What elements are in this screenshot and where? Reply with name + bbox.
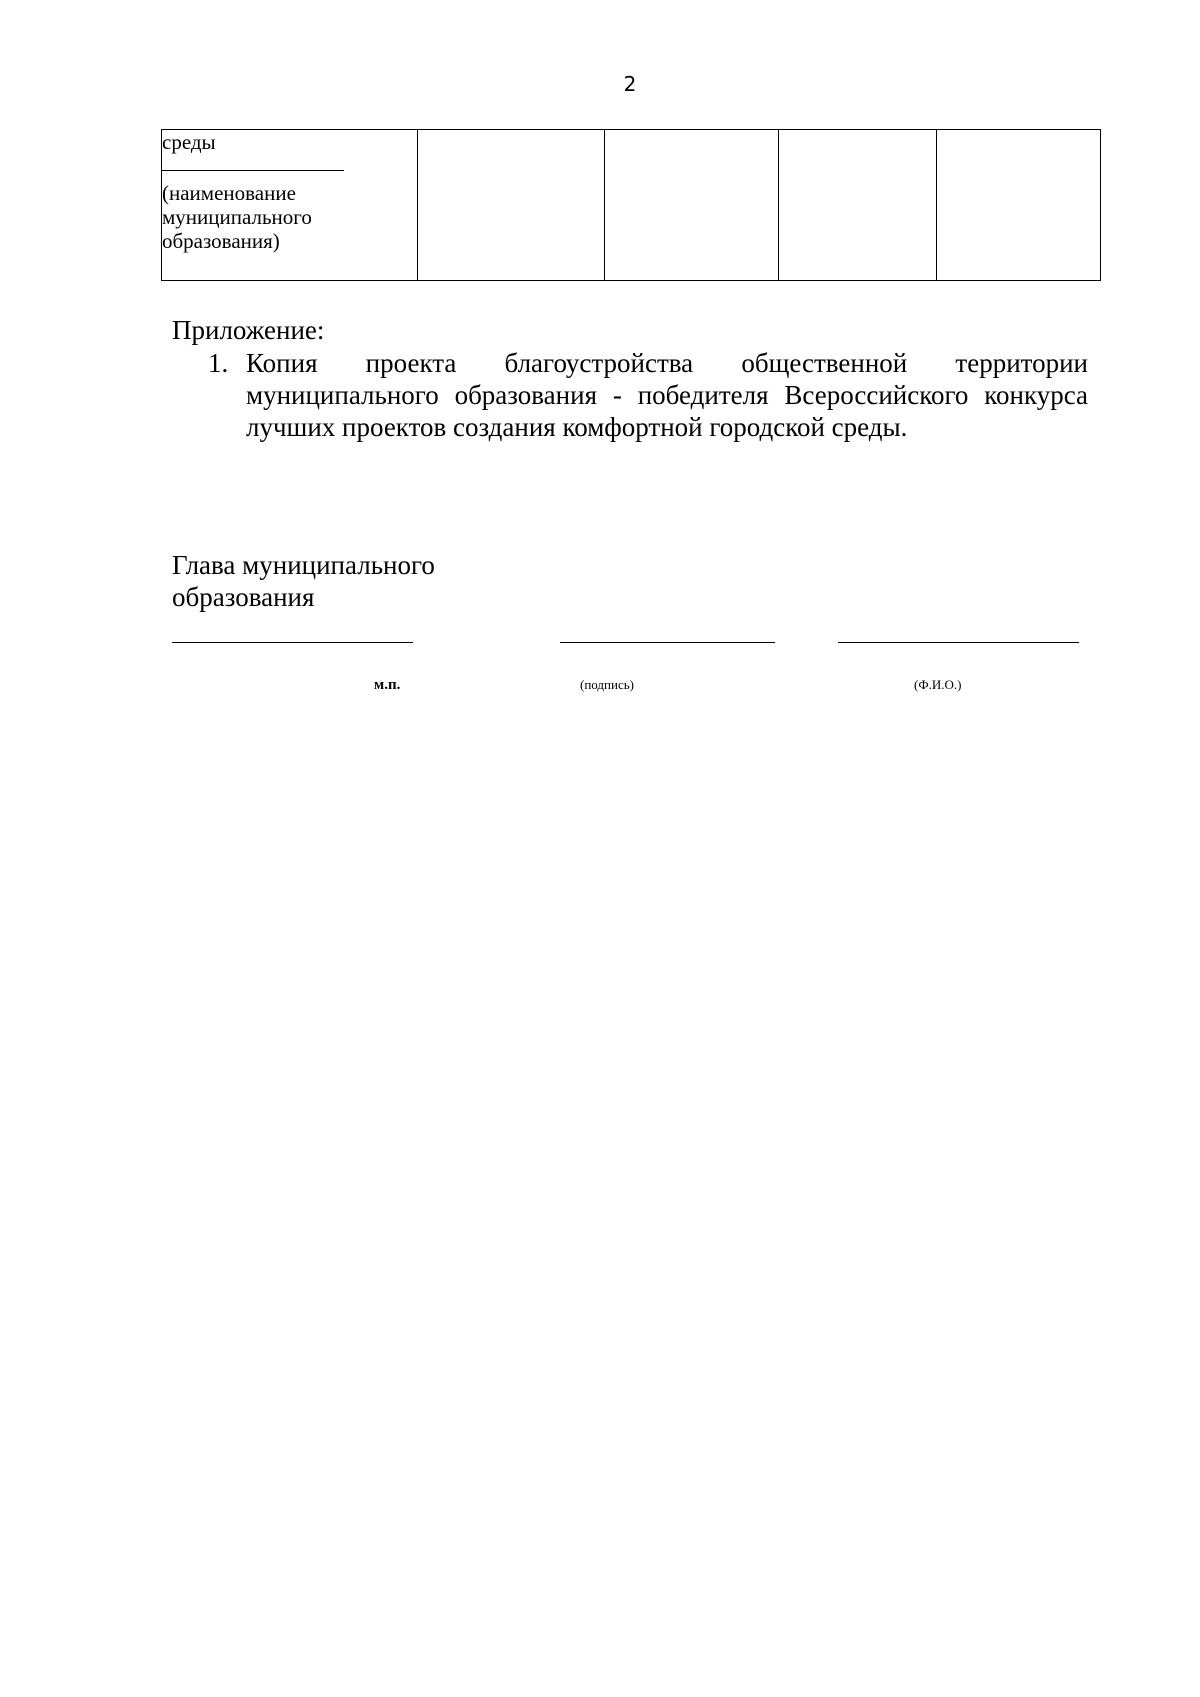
table-cell-empty [937,130,1101,281]
appendix-heading: Приложение: [172,315,325,345]
signature-label: (подпись) [580,677,634,692]
full-name-line [838,642,1079,643]
signatory-title: Глава муниципального образования [172,550,435,612]
table-cell-municipality [162,130,418,281]
table-cell-empty [779,130,937,281]
stamp-label: м.п. [374,677,401,693]
full-name-label: (Ф.И.О.) [914,677,962,692]
cell-text-environment: среды [162,130,216,154]
page-number: 2 [623,72,637,96]
table-cell-empty [418,130,605,281]
appendix-item-text: Копия проекта благоустройства общественной территории муниципального образования - победителя Всероссийского конкурса лучших проектов создания комфортной городской среды. [246,348,1088,442]
signature-line [560,642,775,643]
appendix-item [208,347,1088,443]
table-cell-empty [605,130,779,281]
cell-text-municipality-name-hint: (наименование муниципального образования) [162,181,312,253]
data-table [161,129,1101,281]
fill-in-line [162,154,344,171]
table-row [162,130,1101,281]
appendix-item-number: 1. [208,348,229,378]
stamp-line [172,642,413,643]
